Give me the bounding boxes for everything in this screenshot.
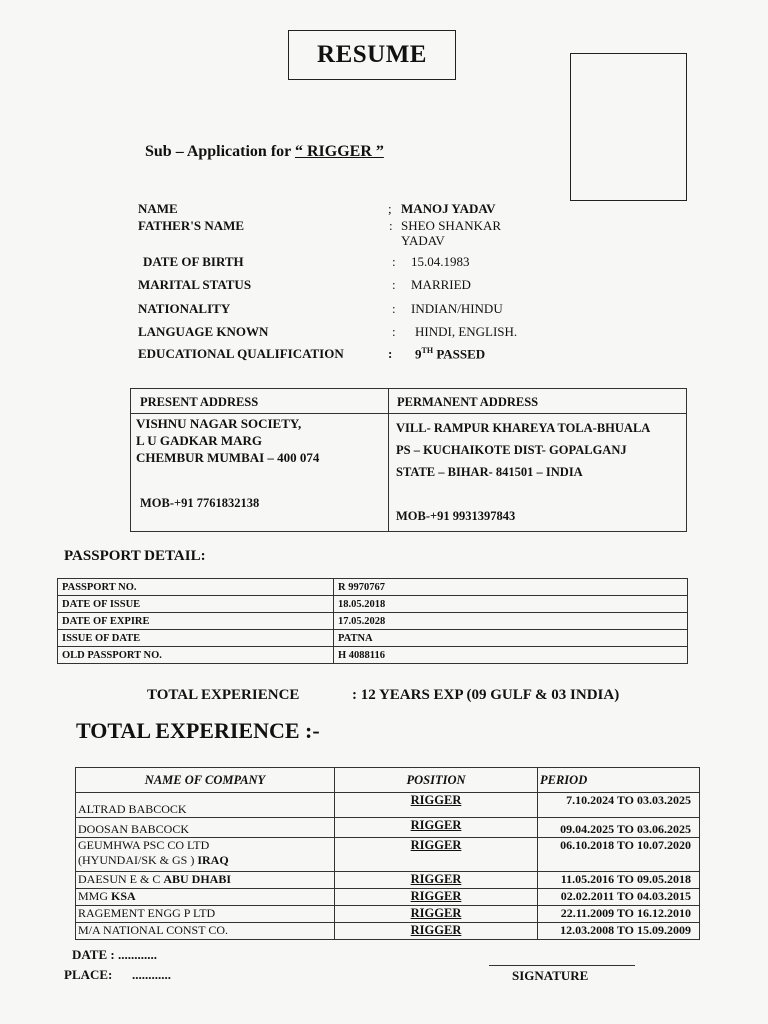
old-passport-label: OLD PASSPORT NO. [58,647,334,664]
table-row [58,579,688,596]
company-text: DOOSAN BABCOCK [78,822,190,836]
table-row [58,630,688,647]
table-row [58,596,688,613]
table-row [58,647,688,664]
subject-job: “ RIGGER ” [294,143,384,160]
present-address-line-1: VISHNU NAGAR SOCIETY, [136,416,302,431]
date-of-expire-value: 17.05.2028 [334,613,688,630]
company-name [76,838,335,872]
dob-value: 15.04.1983 [411,254,470,269]
company-text: M/A NATIONAL CONST CO. [78,923,229,937]
table-row [76,818,700,838]
position: RIGGER [335,889,538,906]
table-row [76,906,700,923]
period: 09.04.2025 TO 03.06.2025 [538,818,700,838]
company-name [76,872,335,889]
table-row [76,889,700,906]
company-name [76,906,335,923]
company-name [76,793,335,818]
passport-table [57,578,688,664]
passport-heading: PASSPORT DETAIL: [64,548,206,564]
name-label: NAME [138,201,178,216]
period: 22.11.2009 TO 16.12.2010 [538,906,700,923]
position: RIGGER [335,793,538,818]
application-subject [145,143,384,161]
company-location: KSA [111,889,136,903]
experience-header-row [76,768,700,793]
permanent-address-line-3: STATE – BIHAR- 841501 – INDIA [396,465,583,479]
education-label: EDUCATIONAL QUALIFICATION [138,346,344,361]
language-value: HINDI, ENGLISH. [415,324,518,339]
issue-place-label: ISSUE OF DATE [58,630,334,647]
company-column-header: NAME OF COMPANY [76,768,335,793]
table-row [58,613,688,630]
company-text: DAESUN E & C [78,872,164,886]
position: RIGGER [335,838,538,872]
total-experience-label: TOTAL EXPERIENCE [147,687,300,703]
father-name-value: SHEO SHANKAR [401,218,502,233]
table-row [76,838,700,872]
period: 7.10.2024 TO 03.03.2025 [538,793,700,818]
company-text-line2 [78,853,332,868]
signature-line [489,965,635,966]
position: RIGGER [335,872,538,889]
address-table [130,388,687,532]
father-name-value-line2: YADAV [401,233,445,248]
experience-heading: TOTAL EXPERIENCE :- [76,718,320,743]
photo-placeholder [570,53,687,201]
permanent-address-line-1: VILL- RAMPUR KHAREYA TOLA-BHUALA [396,421,651,435]
company-text: RAGEMENT ENGG P LTD [78,906,216,920]
company-name [76,818,335,838]
date-of-issue-value: 18.05.2018 [334,596,688,613]
company-location: IRAQ [197,853,229,867]
permanent-address-line-2: PS – KUCHAIKOTE DIST- GOPALGANJ [396,443,627,457]
position-column-header: POSITION [335,768,538,793]
address-header-divider [131,413,686,414]
experience-table [75,767,700,940]
marital-status-value: MARRIED [411,277,471,292]
date-of-issue-label: DATE OF ISSUE [58,596,334,613]
period: 11.05.2016 TO 09.05.2018 [538,872,700,889]
permanent-mobile: MOB-+91 9931397843 [396,509,516,523]
company-text: GEUMHWA PSC CO LTD [78,838,210,852]
address-divider [388,389,389,531]
education-sep: : [388,346,393,361]
table-row [76,872,700,889]
education-value: 9TH PASSED [415,346,486,362]
total-experience-summary [147,687,620,704]
present-address-line-3: CHEMBUR MUMBAI – 400 074 [136,450,320,465]
period: 06.10.2018 TO 10.07.2020 [538,838,700,872]
marital-status-label: MARITAL STATUS [138,277,252,292]
company-name [76,889,335,906]
position: RIGGER [335,923,538,940]
date-of-expire-label: DATE OF EXPIRE [58,613,334,630]
name-sep: ; [388,201,392,216]
issue-place-value: PATNA [334,630,688,647]
passport-no-label: PASSPORT NO. [58,579,334,596]
table-row [76,923,700,940]
position: RIGGER [335,906,538,923]
position: RIGGER [335,818,538,838]
company-location: ABU DHABI [163,872,232,886]
present-address-line-2: L U GADKAR MARG [136,433,263,448]
subject-prefix: Sub – Application for [145,143,295,160]
present-mobile: MOB-+91 7761832138 [140,496,260,510]
father-name-sep: : [389,218,393,233]
dob-label: DATE OF BIRTH [143,254,244,269]
passport-no-value: R 9970767 [334,579,688,596]
total-experience-value: : 12 YEARS EXP (09 GULF & 03 INDIA) [352,687,620,703]
company-text: ALTRAD BABCOCK [78,802,187,816]
company-name [76,923,335,940]
place-value: ............ [132,967,171,982]
period: 02.02.2011 TO 04.03.2015 [538,889,700,906]
name-value: MANOJ YADAV [401,201,496,216]
present-address-header: PRESENT ADDRESS [140,395,259,409]
nationality-value: INDIAN/HINDU [411,301,503,316]
marital-status-sep: : [392,277,396,292]
place-label: PLACE: [64,967,113,982]
dob-sep: : [392,254,396,269]
period-column-header: PERIOD [538,768,700,793]
permanent-address-header: PERMANENT ADDRESS [397,395,539,409]
language-label: LANGUAGE KNOWN [138,324,269,339]
nationality-sep: : [392,301,396,316]
period: 12.03.2008 TO 15.09.2009 [538,923,700,940]
nationality-label: NATIONALITY [138,301,231,316]
table-row [76,793,700,818]
resume-title: RESUME [288,30,456,80]
language-sep: : [392,324,396,339]
father-name-label: FATHER'S NAME [138,218,245,233]
date-field: DATE : ............ [72,947,157,962]
company-suffix: (HYUNDAI/SK & GS ) [78,853,198,867]
company-text: MMG [78,889,112,903]
signature-label: SIGNATURE [512,968,589,983]
old-passport-value: H 4088116 [334,647,688,664]
